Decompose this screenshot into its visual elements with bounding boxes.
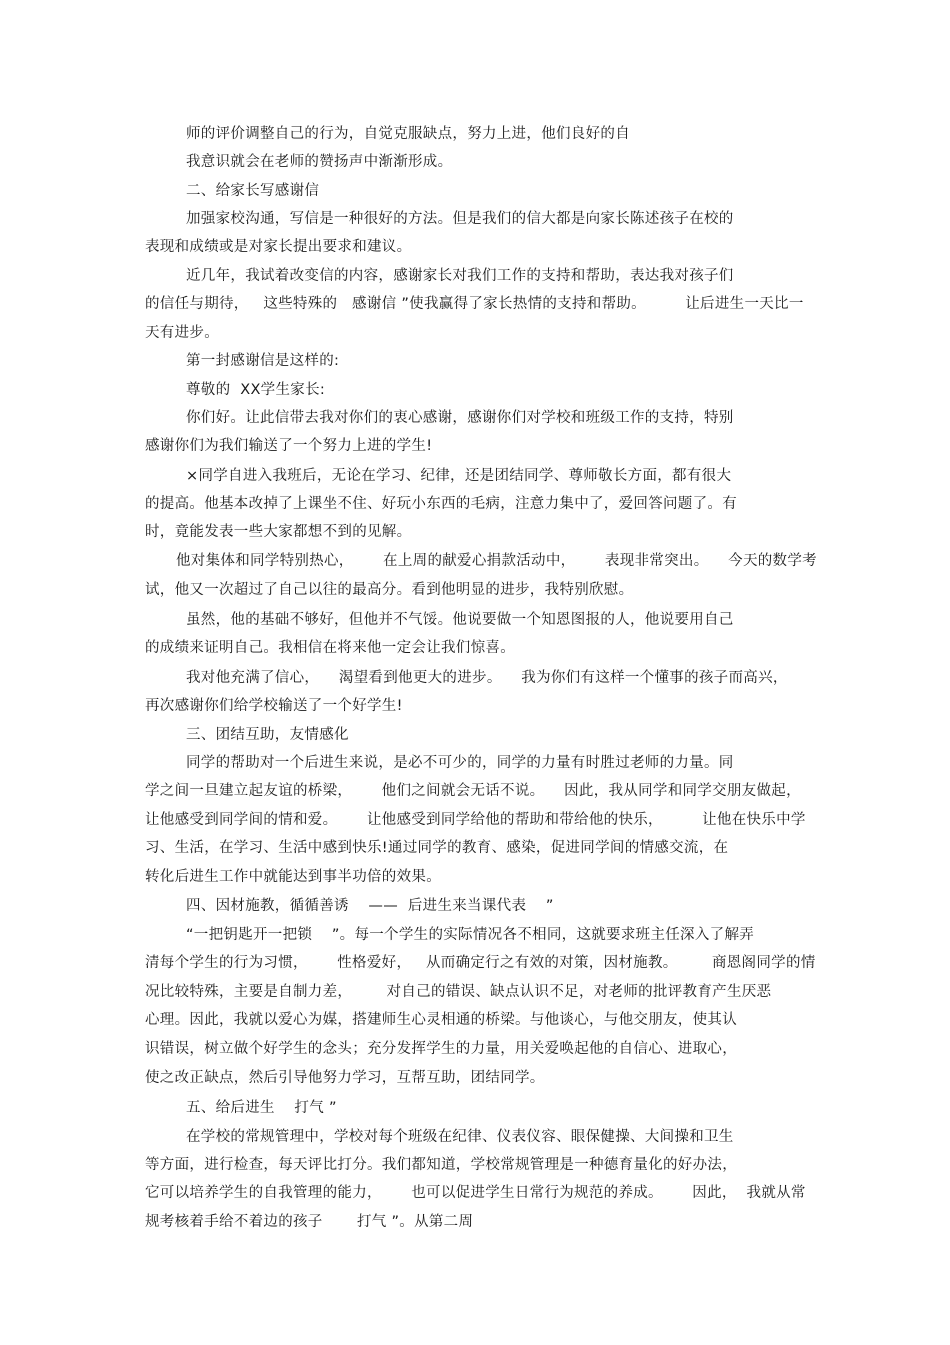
text-line: 同学的帮助对一个后进生来说，是必不可少的，同学的力量有时胜过老师的力量。同 bbox=[186, 755, 734, 771]
text-line: “一把钥匙开一把锁 ”。每一个学生的实际情况各不相同，这就要求班主任深入了解弄 bbox=[186, 927, 755, 943]
text-line: 规考核着手给不着边的孩子 打气 ”。从第二周 bbox=[145, 1214, 474, 1230]
text-line: 等方面，进行检查，每天评比打分。我们都知道，学校常规管理是一种德育量化的好办法， bbox=[145, 1157, 737, 1173]
text-line: 识错误，树立做个好学生的念头；充分发挥学生的力量，用关爱唤起他的自信心、进取心， bbox=[145, 1041, 737, 1057]
text-line: 天有进步。 bbox=[145, 325, 219, 341]
text-line: 的信任与期待， 这些特殊的 感谢信 ”使我赢得了家长热情的支持和帮助。 让后进生一天比一 bbox=[145, 296, 804, 312]
section-heading: 二、给家长写感谢信 bbox=[186, 183, 320, 199]
text-line: ×同学自进入我班后，无论在学习、纪律，还是团结同学、尊师敬长方面，都有很大 bbox=[186, 468, 732, 484]
text-line: 它可以培养学生的自我管理的能力， 也可以促进学生日常行为规范的养成。 因此， 我就从常 bbox=[145, 1185, 806, 1201]
text-line: 的成绩来证明自己。我相信在将来他一定会让我们惊喜。 bbox=[145, 640, 515, 656]
text-line: 表现和成绩或是对家长提出要求和建议。 bbox=[145, 239, 412, 255]
text-line: 在学校的常规管理中，学校对每个班级在纪律、仪表仪容、眼保健操、大间操和卫生 bbox=[186, 1129, 734, 1145]
section-heading: 五、给后进生 打气 ” bbox=[186, 1100, 337, 1116]
text-line: 我对他充满了信心， 渴望看到他更大的进步。 我为你们有这样一个懂事的孩子而高兴， bbox=[186, 670, 788, 686]
section-heading: 四、因材施教，循循善诱 —— 后进生来当课代表 ” bbox=[186, 898, 554, 914]
section-heading: 三、团结互助，友情感化 bbox=[186, 727, 349, 743]
text-line: 他对集体和同学特别热心， 在上周的献爱心捐款活动中， 表现非常突出。 今天的数学考 bbox=[176, 553, 817, 569]
text-line: 感谢你们为我们输送了一个努力上进的学生! bbox=[145, 438, 433, 454]
text-line: 况比较特殊，主要是自制力差， 对自己的错误、缺点认识不足，对老师的批评教育产生厌恶 bbox=[145, 984, 772, 1000]
text-line: 我意识就会在老师的赞扬声中渐渐形成。 bbox=[186, 154, 453, 170]
text-line: 的提高。他基本改掉了上课坐不住、好玩小东西的毛病，注意力集中了，爱回答问题了。有 bbox=[145, 496, 737, 512]
text-line: 清每个学生的行为习惯， 性格爱好， 从而确定行之有效的对策，因材施教。 商恩阁同学的情 bbox=[145, 955, 816, 971]
text-line: 习、生活，在学习、生活中感到快乐!通过同学的教育、感染，促进同学间的情感交流，在 bbox=[145, 840, 729, 856]
text-line: 学之间一旦建立起友谊的桥梁， 他们之间就会无话不说。 因此，我从同学和同学交朋友做起， bbox=[145, 783, 801, 799]
text-line: 尊敬的 XX学生家长: bbox=[186, 382, 326, 398]
text-line: 试，他又一次超过了自己以往的最高分。看到他明显的进步，我特别欣慰。 bbox=[145, 582, 634, 598]
text-line: 近几年，我试着改变信的内容，感谢家长对我们工作的支持和帮助，表达我对孩子们 bbox=[186, 268, 734, 284]
text-line: 时，竟能发表一些大家都想不到的见解。 bbox=[145, 524, 412, 540]
text-line: 你们好。让此信带去我对你们的衷心感谢，感谢你们对学校和班级工作的支持，特别 bbox=[186, 410, 734, 426]
text-line: 加强家校沟通，写信是一种很好的方法。但是我们的信大都是向家长陈述孩子在校的 bbox=[186, 211, 734, 227]
text-line: 再次感谢你们给学校输送了一个好学生! bbox=[145, 698, 403, 714]
text-line: 师的评价调整自己的行为，自觉克服缺点，努力上进，他们良好的自 bbox=[186, 126, 630, 142]
text-line: 让他感受到同学间的情和爱。 让他感受到同学给他的帮助和带给他的快乐， 让他在快乐中学 bbox=[145, 812, 806, 828]
text-line: 虽然，他的基础不够好，但他并不气馁。他说要做一个知恩图报的人，他说要用自己 bbox=[186, 612, 734, 628]
text-line: 使之改正缺点，然后引导他努力学习，互帮互助，团结同学。 bbox=[145, 1070, 545, 1086]
text-line: 第一封感谢信是这样的: bbox=[186, 353, 340, 369]
text-line: 心理。因此，我就以爱心为媒，搭建师生心灵相通的桥梁。与他谈心，与他交朋友，使其认 bbox=[145, 1012, 737, 1028]
text-line: 转化后进生工作中就能达到事半功倍的效果。 bbox=[145, 869, 441, 885]
